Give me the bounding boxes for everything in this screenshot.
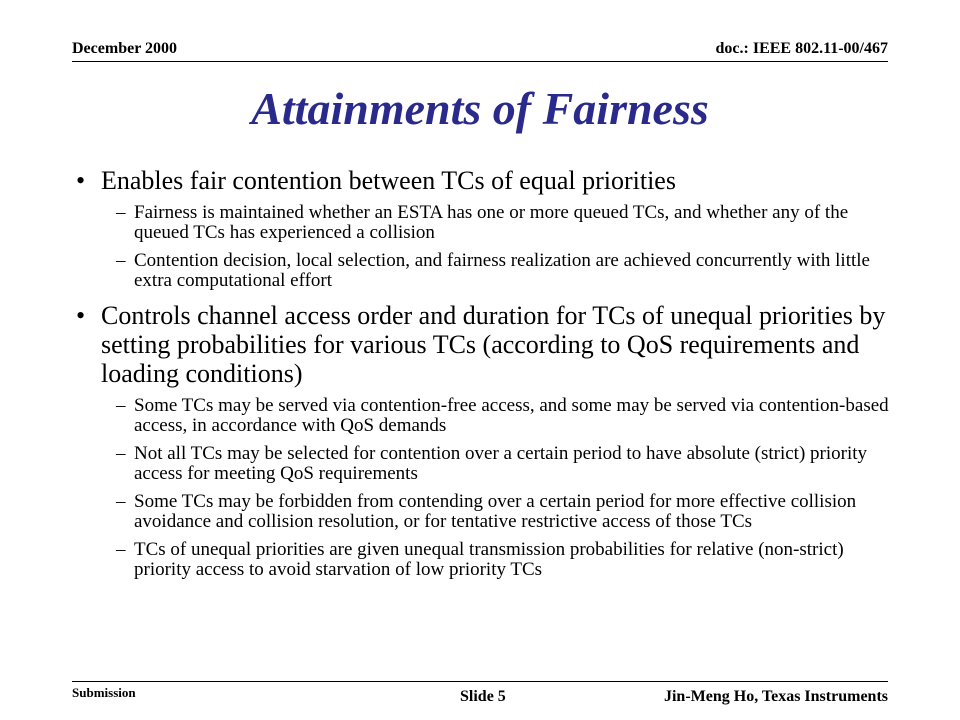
bullet-1 — [76, 166, 896, 195]
footer-submission: Submission — [72, 685, 136, 700]
dash-marker: – — [116, 539, 126, 560]
sub-bullet-2-1 — [76, 396, 896, 436]
bullet-2-text: Controls channel access order and duration for TCs of unequal priorities by setting probabilities for various TCs (according to QoS requirements and loading conditions) — [101, 301, 886, 388]
sub-bullet-2-1-text: Some TCs may be served via contention-free access, and some may be served via contention-based access, in accordance with QoS demands — [134, 395, 889, 436]
sub-bullet-1-1 — [76, 203, 896, 243]
header-doc-id: doc.: IEEE 802.11-00/467 — [715, 40, 888, 57]
sub-bullet-1-1-text: Fairness is maintained whether an ESTA has one or more queued TCs, and whether any of the queued TCs has experienced a collision — [134, 202, 849, 243]
bullet-1-text: Enables fair contention between TCs of equal priorities — [101, 166, 676, 195]
sub-bullet-1-2-text: Contention decision, local selection, and fairness realization are achieved concurrently with little extra computational effort — [134, 250, 870, 291]
dash-marker: – — [116, 395, 126, 416]
dash-marker: – — [116, 443, 126, 464]
sub-bullet-2-4 — [76, 540, 896, 580]
dash-marker: – — [116, 250, 126, 271]
slide-content — [76, 166, 896, 580]
sub-bullet-2-2 — [76, 444, 896, 484]
sub-bullet-2-4-text: TCs of unequal priorities are given unequal transmission probabilities for relative (non-strict) priority access to avoid starvation of low priority TCs — [134, 539, 844, 580]
footer-divider — [72, 681, 888, 682]
bullet-marker: • — [76, 166, 86, 195]
bullet-marker: • — [76, 301, 86, 330]
bullet-2 — [76, 301, 896, 388]
header-divider — [72, 61, 888, 62]
sub-bullet-1-2 — [76, 251, 896, 291]
sub-bullet-2-2-text: Not all TCs may be selected for contention over a certain period to have absolute (strict) priority access for meeting QoS requirements — [134, 443, 868, 484]
sub-bullet-2-3-text: Some TCs may be forbidden from contending over a certain period for more effective collision avoidance and collision resolution, or for tentative restrictive access of those TCs — [134, 491, 857, 532]
footer-slide-number: Slide 5 — [460, 688, 506, 705]
slide-title: Attainments of Fairness — [251, 83, 709, 134]
sub-bullet-2-3 — [76, 492, 896, 532]
dash-marker: – — [116, 202, 126, 223]
dash-marker: – — [116, 491, 126, 512]
header-date: December 2000 — [72, 40, 177, 57]
footer-author: Jin-Meng Ho, Texas Instruments — [663, 688, 888, 705]
